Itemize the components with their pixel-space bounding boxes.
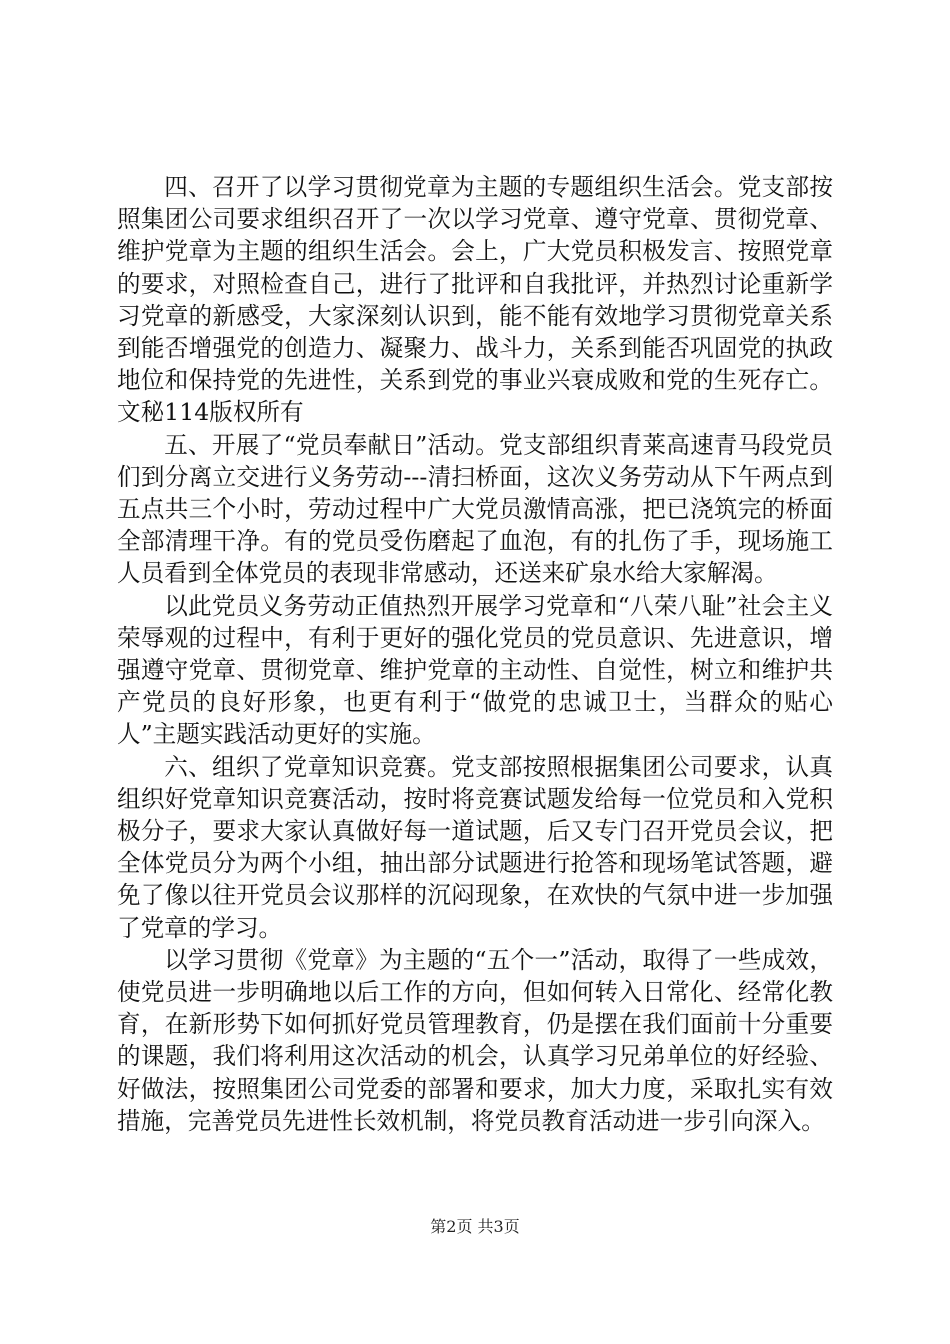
- paragraph-volunteer-labor: 以此党员义务劳动正值热烈开展学习党章和“八荣八耻”社会主义荣辱观的过程中，有利于更好的强化党员的党员意识、先进意识，增强遵守党章、贯彻党章、维护党章的主动性、自觉性，树立和维护共产党员的良好形象，也更有利于“做党的忠诚卫士，当群众的贴心人”主题实践活动更好的实施。: [117, 591, 833, 749]
- paragraph-section-five: 五、开展了“党员奉献日”活动。党支部组织青莱高速青马段党员们到分离立交进行义务劳动---清扫桥面，这次义务劳动从下午两点到五点共三个小时，劳动过程中广大党员激情高涨，把已浇筑完的桥面全部清理干净。有的党员受伤磨起了血泡，有的扎伤了手，现场施工人员看到全体党员的表现非常感动，还送来矿泉水给大家解渴。: [117, 430, 833, 588]
- paragraph-section-four: 四、召开了以学习贯彻党章为主题的专题组织生活会。党支部按照集团公司要求组织召开了一次以学习党章、遵守党章、贯彻党章、维护党章为主题的组织生活会。会上，广大党员积极发言、按照党章的要求，对照检查自己，进行了批评和自我批评，并热烈讨论重新学习党章的新感受，大家深刻认识到，能不能有效地学习贯彻党章关系到能否增强党的创造力、凝聚力、战斗力，关系到能否巩固党的执政地位和保持党的先进性，关系到党的事业兴衰成败和党的生死存亡。文秘114版权所有: [117, 173, 833, 427]
- document-body: [117, 171, 833, 1137]
- paragraph-conclusion: 以学习贯彻《党章》为主题的“五个一”活动，取得了一些成效，使党员进一步明确地以后工作的方向，但如何转入日常化、经常化教育，在新形势下如何抓好党员管理教育，仍是摆在我们面前十分重要的课题，我们将利用这次活动的机会，认真学习兄弟单位的好经验、好做法，按照集团公司党委的部署和要求，加大力度，采取扎实有效措施，完善党员先进性长效机制，将党员教育活动进一步引向深入。: [117, 945, 833, 1135]
- page-number-footer: 第2页 共3页: [430, 1217, 520, 1236]
- paragraph-section-six: 六、组织了党章知识竞赛。党支部按照根据集团公司要求，认真组织好党章知识竞赛活动，按时将竞赛试题发给每一位党员和入党积极分子，要求大家认真做好每一道试题，后又专门召开党员会议，把全体党员分为两个小组，抽出部分试题进行抢答和现场笔试答题，避免了像以往开党员会议那样的沉闷现象，在欢快的气氛中进一步加强了党章的学习。: [117, 752, 833, 942]
